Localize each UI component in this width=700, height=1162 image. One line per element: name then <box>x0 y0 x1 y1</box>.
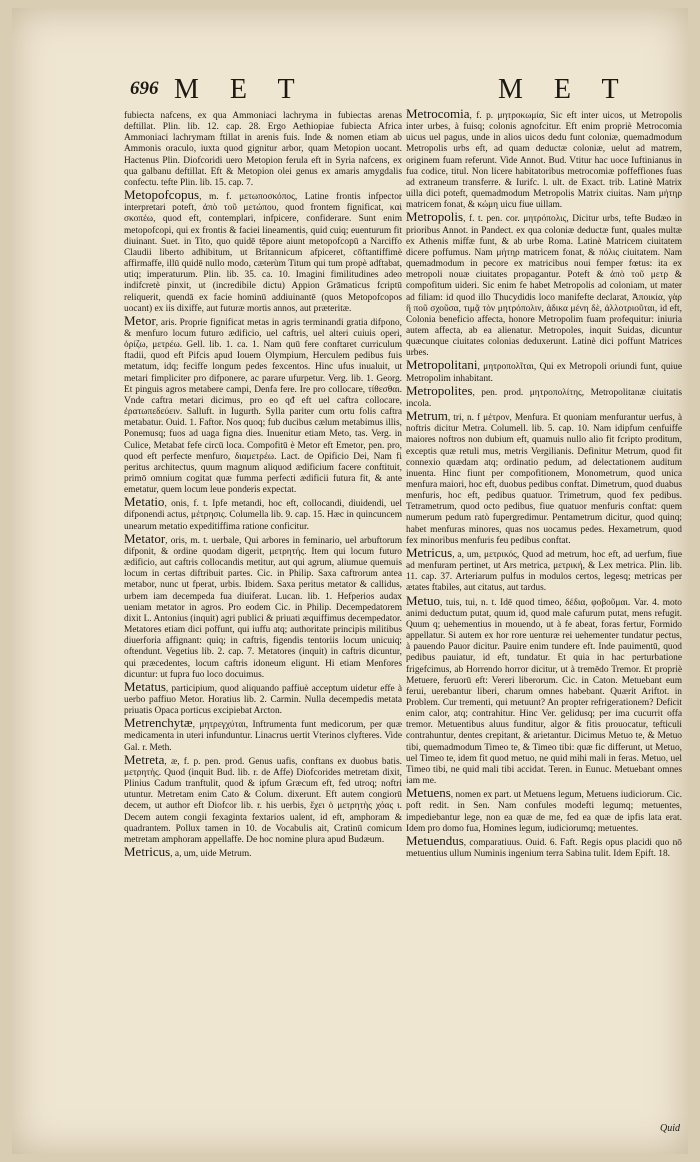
entry-text: , tuis, tui, n. t. Idē quod timeo, δέδια, φοβοῦμαι. Var. 4. moto animi deductum putat, quum id, quod male cafurum putat, mens refugit. Quum q; uehementius in mouendo, ut à fe abeat, foras fertur, Formido appellatur. Si autem ex hor rore uenturæ rei uehementer tundatur pectus, à pauendo Pauor dicitur. Pauire enim tundere eft. Inde pauimentū, quod pedibus pauiatur, id eft, tundatur. Et quia in hac perturbatione frigefcimus, ab Horrendo horror dicitur, ut à tremēdo Tremor. Et propriè Metuere, feruorū eft: Vereri liberorum. Cic. in Caton. Metuebant eum ferui, uerebantur liberi, charum omnes habebant. Quærit Ariftot. in Problem. Cur trementi, qui metuunt? An propter refrigerationem? Deficit enim calor, atq; contrahitur. Hinc Ver. gelidusq; per ima cucurrit offa tremor. Metuentibus aluus funditur, algor & fitis prouocatur, tefticuli contrahuntur, dentes crepitant, & arietantur. Dicimus Metuo te, & Metuo tibi, quemadmodum Timeo te, & Timeo tibi: quæ fic differunt, ut Metuo, uel Timeo te, idem fit quod metuo, ne quid mihi mali in feras. Metuo, uel Timeo tibi, ne quid mali tibi accidat. Teren. in Eunuc. Metuebant omnes iam me. <box>406 597 682 787</box>
catchword: Quid <box>660 1123 680 1134</box>
dictionary-entry <box>124 846 402 860</box>
entry-text: , participium, quod aliquando paffiuè acceptum uidetur effe à uerbo paffiuo Metor. Horatius lib. 2. Carmin. Nulla decempedis metata priuatis Opaca porticus excipiebat Arcton. <box>124 683 402 717</box>
entry-lemma: Metor <box>124 312 156 328</box>
entry-text: , nomen ex part. ut Metuens legum, Metuens iudiciorum. Cic. poft redit. in Sen. Nam confules modefti legumq; metuentes, impediebantur lege, non ea quæ de me, fed ea quæ de ipfis lata erat. Idem pro domo fua, Homines legum, iudiciorumq; metuentes. <box>406 790 682 834</box>
entry-lemma: Metricus <box>124 844 171 859</box>
page-number: 696 <box>130 78 159 99</box>
entry-lemma: Metuens <box>406 785 451 801</box>
dictionary-entry <box>406 410 682 547</box>
entry-text: , onis, f. t. Ipfe metandi, hoc eft, collocandi, diuidendi, uel difponendi actus, μέτρησις. Columella lib. 9. cap. 15. Hæc in quincuncem unearum metatio expeditiffima ratione conficitur. <box>124 499 402 532</box>
entry-text: , μητρεγχύται, Inftrumenta funt medicorum, per quæ medicamenta in uteri infunduntur. Linacrus uertit Vterinos clyfteres. Vide Gal. r. Meth. <box>124 720 402 753</box>
entry-text: , pen. prod. μητροπολίτης, Metropolitanæ ciuitatis incola. <box>406 387 682 409</box>
dictionary-entry <box>124 678 402 717</box>
entry-lemma: Metator <box>124 530 166 546</box>
entry-lemma: Metropolites <box>406 382 473 398</box>
dictionary-entry <box>124 496 402 532</box>
dictionary-page <box>12 8 688 1154</box>
entry-lemma: Metropolis <box>406 209 464 225</box>
right-column <box>406 108 682 1138</box>
dictionary-entry <box>124 530 402 681</box>
entry-text: , m. f. μετωποσκόπος, Latine frontis infpector interpretari poteft, ἀπὸ τοῦ μετώπου, quod frontem fignificat, καὶ σκοπέω, quod eft, contemplari, infpicere, confiderare. Sunt enim metopofcopi, qui ex frontis & faciei lineamentis, quid cuiq; euenturum fit diuinant. Suet. in Tito, quo quidē tēpore aiunt metopofcopū a Narciffo Claudii liberto adhibitum, ut Britannicum afpiceret, cōftantiffimè affirmaffe, illū quidē nullo modo, cæterùm Titum qui tum propè adftabat, utiq; imperaturum. Plin. lib. 35. ca. 10. Imagini fimilitudines adeo indifcretè pinxit, ut (incredibile dictu) Appion Grāmaticus fcriptū reliquerit, quendā ex facie hominū addiuinantē (quos Metopofcopos uocant) ex iis dixiffe, aut futuræ mortis annos, aut præteritæ. <box>124 192 402 314</box>
entry-lemma: Metropolitani <box>406 357 478 373</box>
dictionary-entry <box>406 592 682 788</box>
entry-text: , a, um, uide Metrum. <box>170 849 252 859</box>
entry-text: , comparatiuus. Ouid. 6. Faft. Regis opus placidi quo nō metuentius ullum Numinis ingenium terra Sabina tulit. Idem Epift. 18. <box>406 837 682 859</box>
dictionary-entry <box>406 832 682 860</box>
entry-lemma: Metrum <box>406 408 448 424</box>
entry-lemma: Metrenchytæ <box>124 715 193 731</box>
entry-text: , a, um, μετρικός, Quod ad metrum, hoc eft, ad uerfum, fiue ad menfuram pertinet, ut Ars metrica, μετρική, & Lex metrica. Plin. lib. 11. cap. 37. Arteriarum pulfus in modulos certos, legesq; metricas per ætates ftabiles, aut citatus, aut tardus. <box>406 549 682 594</box>
dictionary-entry <box>406 382 682 410</box>
entry-lemma: Metreta <box>124 751 165 767</box>
running-head-right: M E T <box>498 74 631 105</box>
entry-text: , μητροπολῖται, Qui ex Metropoli oriundi funt, quiue Metropolim inhabitant. <box>406 362 682 384</box>
entry-text: , oris, m. t. uerbale, Qui arbores in feminario, uel arbuftorum difponit, & ordine quodam digerit, μετρητής. Item qui locum futuro ædificio, aut caftris collocandis metitur, aut qui agrum, aliumue quemuis locum in certas diftribuit partes. Cic. in Philip. Saxa caftrorum antea metabor, nunc ut fperat, urbis. Ibidem. Saxa peritus metator & callidus, urbem iam decempeda fua diuiferat. Lucan. lib. 1. Hefperios audax ueniam metator in agros. Pro eodem Cic. in Philip. Decempedatorem dixit L. Antonius (inquit) agri publici & priuati æquiffimus decempedator. Metatores etiam dici poffunt, qui iuffu atq; authoritate principis militibus diuerforia affignant: quiq; in caftris, figendis tentoriis locum unicuiq; oftendunt. Vegetius lib. 2. cap. 7. Metatores (inquit) in caftris dicuntur, qui præcedentes, locum caftris idoneum eligunt. Hi etiam Menfores dicuntur: ut fupra fuo loco docuimus. <box>124 535 402 680</box>
entry-text: , tri, n. f μέτρον, Menfura. Et quoniam menfurantur uerfus, à noftris dicitur Metra. Columell. lib. 5. cap. 10. Nam idipfum cenfuiffe maiores noftros non dubium eft, quamuis nullo alio fit fcripto proditum, exceptis quæ retuli mus, metris Vergilianis. Definitur Metrum, quod fit connexio quædam atq; ordinatio pedum, ad delectationem auditum inuenta. Hinc fiunt per compofitionem, Monometrum, quod unica menfura maiori, hoc eft, duobus pedibus conftat. Dimetrum, quod duabus menfuris, hoc eft, pedibus quatuor. Trimetrum, quod fex pedibus. Tetrametrum, quod octo pedibus, fiue quatuor menfuris conftat: quem numerum pedum ratò fupergredimur. Pentametrum dicitur, quod quinq; habet menfuras minores, quas nos uocamus pedes. Hexametrum, quod fex minoribus menfuris feu pedibus conftat. <box>406 413 682 546</box>
entry-text: , aris. Proprie fignificat metas in agris terminandi gratia difpono, & menfuro locum futuro ædificio, uel caftris, uel alteri cuiuis operi, ὁρίζω, μετρέω. Gell. lib. 1. ca. 1. Nam quū fere conftaret curriculum ftadii, quod eft Pifcis apud Iouem Olympium, Herculem pedibus fuis metatum, idq; feciffe longum pedes fexcentos. Hinc ufus inualuit, ut metari fimpliciter pro difponere, ac parare ufurpetur. Verg. lib. 1. Georg. Et pinguis agros metabere campi, Denfa fere. Ire pro collocare, τίθεσθαι. Vnde caftra metari dicimus, pro eo qđ eft uel caftra collocare, ἐρατωπεδεύειν. Salluft. in Iugurth. Sylla pariter cum ortu folis caftra metabatur. Ouid. 1. Faftor. Nos quoq; fub ducibus cælum metabimus illis, Ponemusq; fuos ad uaga figna dies. Inuenitur etiam Meto, tas. Verg. in Culice, Metabat fefe circū loca. Compofitū è Metor eft Emetor, pen. pro, quod eft perfecte menfuro, διαμετρέω. Lact. de Opificio Dei, Nam fi peritus architectus, quum magnum aliquod ædificium facere conftituit, primō omnium cogitat quæ fumma perfecti ædificii futura fit, & ante emetatur, quem locum leue ponderis expectat. <box>124 317 402 496</box>
dictionary-entry <box>124 717 402 753</box>
dictionary-entry <box>124 189 402 315</box>
entry-text: , f. p. μητροκωμία, Sic eft inter uicos, ut Metropolis inter urbes, à fuisq; colonis agnofcitur. Eft enim propriè Metrocomia uicus uel pagus, unde in alios uicos dedu funt coloniæ, quemadmodum Metropolis urbs eft, ad quam deductæ coloniæ, uelut ad matrem, originem fuam referunt. Vide Annot. Bud. Vtitur hac uoce Iuftinianus in fua codice, titul. Non licere habitatoribus metrocomiæ poffeffiones fuas ad extraneum transferre. & Iurifc. l. ult. de Exact. trib. Latinè Matrix uilla dici poteft, quemadmodum Metropolis Matrix ciuitas. Nam μήτηρ matricem fonat, & κώμη uicu fiue uillam. <box>406 111 682 211</box>
dictionary-entry <box>124 108 402 189</box>
entry-lemma: Metopofcopus <box>124 187 200 203</box>
dictionary-entry <box>124 312 402 497</box>
dictionary-entry <box>124 751 402 846</box>
entry-lemma: Metricus <box>406 544 453 560</box>
entry-lemma: Metuo <box>406 592 440 608</box>
dictionary-entry <box>406 108 682 211</box>
dictionary-entry <box>406 787 682 835</box>
entry-lemma: Metrocomia <box>406 108 470 121</box>
entry-lemma: Metatus <box>124 678 166 694</box>
running-head-left: M E T <box>174 74 307 105</box>
left-column <box>124 108 402 1138</box>
dictionary-entry <box>406 544 682 595</box>
dictionary-entry <box>406 211 682 359</box>
entry-text: fubiecta nafcens, ex qua Ammoniaci lachryma in fubiectas arenas deftillat. Plin. lib. 12. cap. 28. Ergo Aethiopiae fubiecta Africa Ammoniaci lachrymam ftillat in arenis fuis. Inde & nomen etiam ab Ammonis oraculo, iuxta quod gignitur arbor, quam Metopion uocant. Hactenus Plin. Diofcoridi uero Metopion ferula eft in Syria nafcens, ex qua galbanu deftillat. Eft & Metopion olei genus ex amaris amygdalis confectu. tefte Plin. lib. 15. cap. 7. <box>124 111 402 188</box>
entry-lemma: Metuendus <box>406 832 464 848</box>
dictionary-entry <box>406 359 682 384</box>
entry-text: , æ, f. p. pen. prod. Genus uafis, conftans ex duobus batis. μετρητὴς. Quod (inquit Bud. lib. r. de Affe) Diofcorides metretam dixit, Plinius Cadum tranftulit, quod & ipfum Græcum eft, fed utroq; noftri utuntur. Metretam enim Cato & Colum. dixerunt. Eft autem congiorū decem, ut author eft Diofcor lib. r. his uerbis, ἔχει ὁ μετρητὴς χόας ι. Decem autem congii fexaginta fextarios ualent, id eft, amphoram & quadrantem. Pollux tamen in 10. de Vocabulis ait, Cratinū comicum metretam amphoram appellaffe. De hoc nomine plura apud Budæum. <box>124 756 402 845</box>
entry-lemma: Metatio <box>124 494 165 510</box>
entry-text: , f. t. pen. cor. μητρόπολις, Dicitur urbs, tefte Budæo in prioribus Annot. in Pandect. ex qua coloniæ deductæ funt, quales multæ ex Athenis miffæ funt, & ab urbe Roma. Latinè Matricem ciuitatem dicere poffumus. Nam μήτηρ matricem fonat, & πόλις ciuitatem. Nam quemadmodum in pecore ex matricibus noui femper fœtus: ita ex metropoli nouæ ciuitates propagantur. Poteft & ἀπὸ τοῦ μετρ & compofitum uideri. Sic enim fe habet Metropolis ad coloniam, ut mater ad filiam: id quod illo Thucydidis loco manifefte declarat, Ἀποικία, γὰρ ἢ ποῦ σχοῦσα, τιμᾷ τὸν μητρόπολιν, ἀδικα μένη δὲ, ἀλλοτριοῦται, id eft, Colonia beneficio affecta, honore Metropolim fuam profequitur: iniuria autem affecta, ab ea alienatur. Metropoles, inquit Suidas, dicuntur quæcunque ciuitates colonias deduxerunt. Latinè dici poffunt Matrices urbes. <box>406 214 682 359</box>
